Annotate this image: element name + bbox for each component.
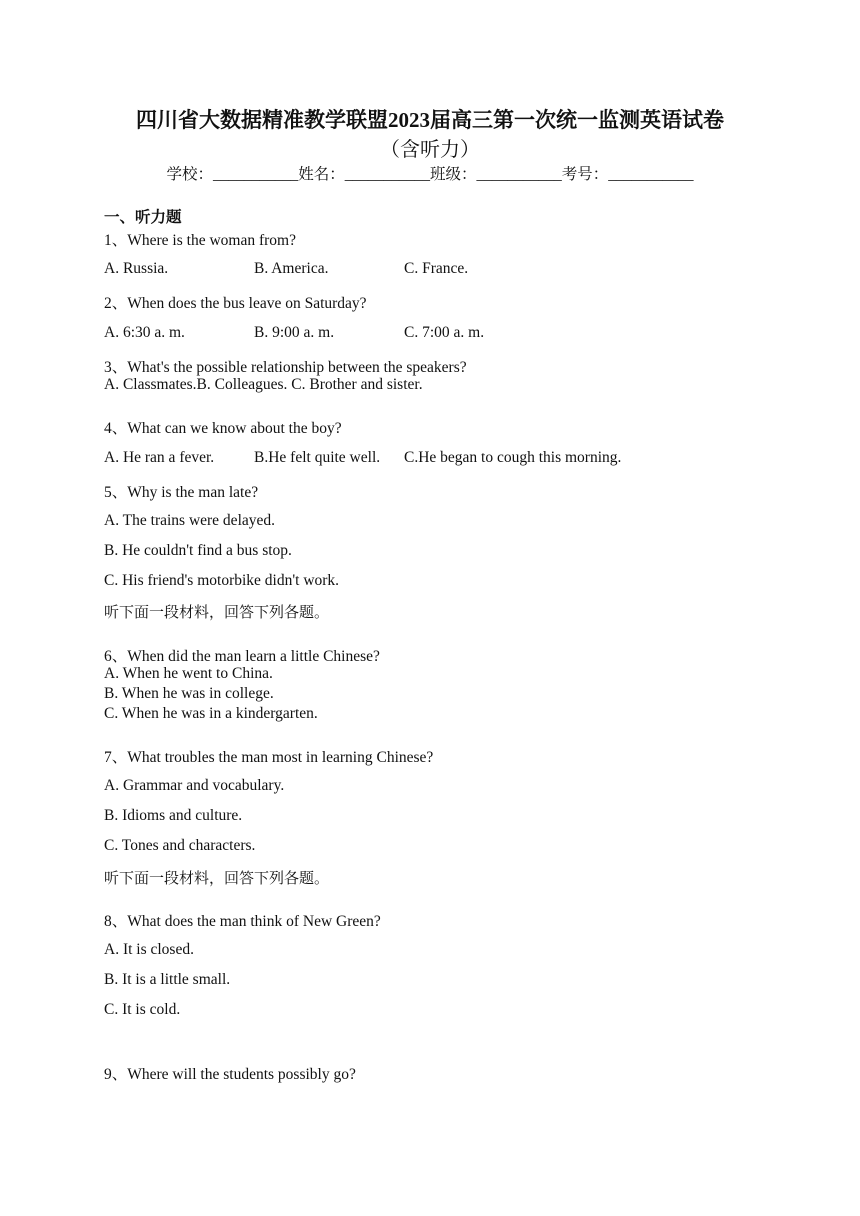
question-6: 6、When did the man learn a little Chinese? xyxy=(104,648,380,665)
listening-note-1: 听下面一段材料，回答下列各题。 xyxy=(104,603,330,621)
q2-option-a: A. 6:30 a. m. xyxy=(104,324,185,341)
question-8: 8、What does the man think of New Green? xyxy=(104,913,381,930)
exam-title: 四川省大数据精准教学联盟2023届高三第一次统一监测英语试卷 xyxy=(136,108,724,132)
q5-option-b: B. He couldn't find a bus stop. xyxy=(104,542,292,559)
q4-option-b: B.He felt quite well. xyxy=(254,449,381,466)
question-7: 7、What troubles the man most in learning Chinese? xyxy=(104,749,434,766)
q7-option-c: C. Tones and characters. xyxy=(104,837,256,854)
question-9: 9、Where will the students possibly go? xyxy=(104,1066,356,1083)
q3-options: A. Classmates.B. Colleagues. C. Brother and sister. xyxy=(104,376,423,393)
q5-option-a: A. The trains were delayed. xyxy=(104,512,276,529)
q4-option-a: A. He ran a fever. xyxy=(104,449,215,466)
question-1: 1、Where is the woman from? xyxy=(104,232,296,249)
q8-option-c: C. It is cold. xyxy=(104,1001,181,1018)
listening-note-2: 听下面一段材料，回答下列各题。 xyxy=(104,869,330,887)
q6-option-a: A. When he went to China. xyxy=(104,665,273,682)
q1-option-a: A. Russia. xyxy=(104,260,169,277)
question-5: 5、Why is the man late? xyxy=(104,484,259,501)
student-info-line: 学校：___________姓名：___________班级：___________考号：___________ xyxy=(166,166,694,183)
q8-option-b: B. It is a little small. xyxy=(104,971,231,988)
q1-option-c: C. France. xyxy=(404,260,469,277)
question-2: 2、When does the bus leave on Saturday? xyxy=(104,295,367,312)
q7-option-b: B. Idioms and culture. xyxy=(104,807,243,824)
q1-option-b: B. America. xyxy=(254,260,329,277)
q8-option-a: A. It is closed. xyxy=(104,941,194,958)
q2-option-b: B. 9:00 a. m. xyxy=(254,324,335,341)
q2-option-c: C. 7:00 a. m. xyxy=(404,324,485,341)
q6-option-c: C. When he was in a kindergarten. xyxy=(104,705,318,722)
question-4: 4、What can we know about the boy? xyxy=(104,420,342,437)
question-3: 3、What's the possible relationship between the speakers? xyxy=(104,359,467,376)
q5-option-c: C. His friend's motorbike didn't work. xyxy=(104,572,340,589)
q7-option-a: A. Grammar and vocabulary. xyxy=(104,777,285,794)
q6-option-b: B. When he was in college. xyxy=(104,685,274,702)
section-title-listening: 一、听力题 xyxy=(104,208,182,226)
exam-subtitle: （含听力） xyxy=(380,139,480,161)
q4-option-c: C.He began to cough this morning. xyxy=(404,449,622,466)
